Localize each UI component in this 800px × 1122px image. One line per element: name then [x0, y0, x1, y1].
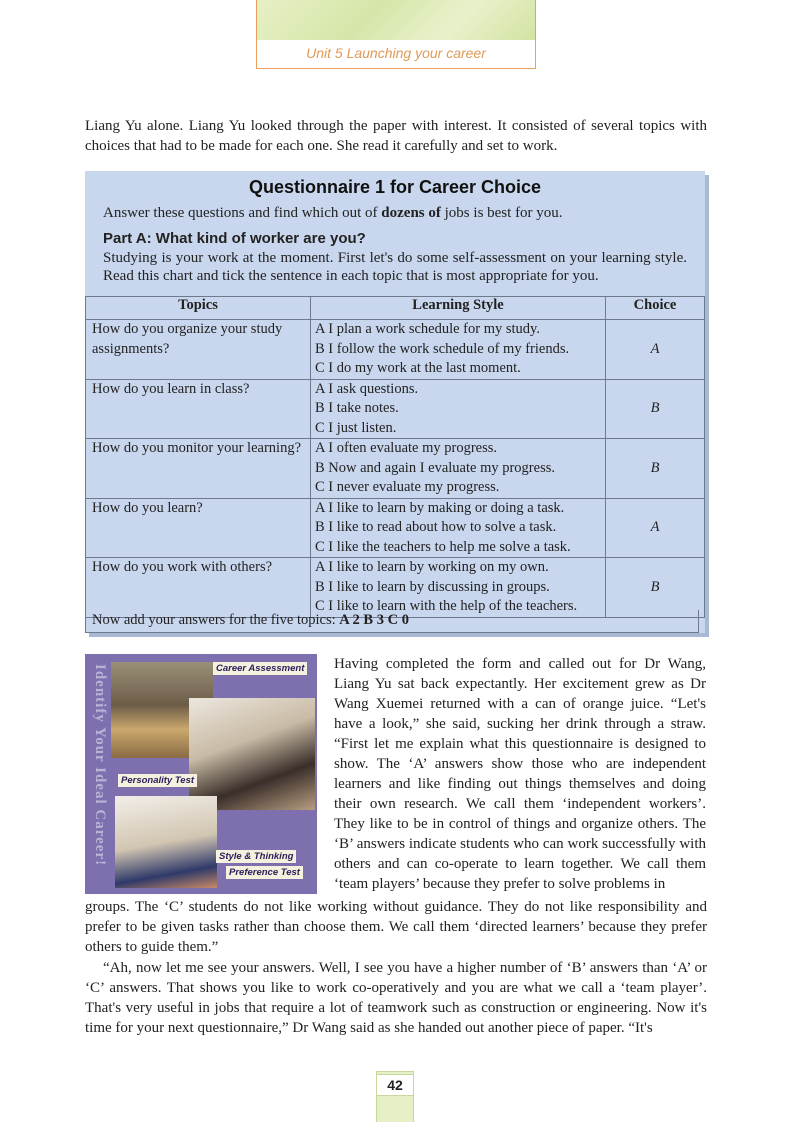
label-personality-test: Personality Test: [118, 774, 197, 787]
topic-cell: How do you learn in class?: [86, 379, 311, 439]
side-paragraph: Having completed the form and called out for Dr Wang, Liang Yu sat back expectantly. Her excitement grew as Dr Wang Xuemei returned with a can of orange juice. “Let's have a look,” she said, sucking her drink through a straw. “First let me explain what this questionnaire is designed to show. The ‘A’ answers show those who are independent learners and like finding out things themselves and doing their own research. We call them ‘independent workers’. They like to be in control of things and organize others. The ‘B’ answers indicate students who can work successfully with others and can co-operate to learn together. We call them ‘team players’ because they prefer to solve problems in: [334, 656, 706, 892]
unit-title: Unit 5 Launching your career: [306, 45, 486, 61]
questionnaire-instructions: Studying is your work at the moment. First let's do some self-assessment on your learning style. Read this chart and tick the sentence in each topic that is most appropriate for you.: [103, 250, 687, 284]
option-c[interactable]: C I never evaluate my progress.: [315, 479, 500, 495]
paragraph-continued: groups. The ‘C’ students do not like working without guidance. They do not like responsibility and prefer to be given tasks rather than choose them. We call them ‘directed learners’ because they prefer others to guide them.”: [85, 899, 707, 955]
options-cell: [311, 439, 606, 499]
vertical-slogan: Identify Your Ideal Career!: [92, 664, 108, 867]
interview-photo: [189, 698, 315, 810]
summary-c: C 0: [387, 612, 409, 628]
option-c[interactable]: C I do my work at the last moment.: [315, 360, 521, 376]
options-cell: [311, 498, 606, 558]
topic-cell: How do you learn?: [86, 498, 311, 558]
choice-cell[interactable]: B: [606, 439, 705, 499]
option-a[interactable]: A I plan a work schedule for my study.: [315, 321, 540, 337]
options-cell: [311, 320, 606, 380]
options-cell: [311, 558, 606, 618]
column-header-choice: Choice: [606, 297, 705, 320]
option-b[interactable]: B I like to learn by discussing in groups.: [315, 578, 550, 595]
option-b[interactable]: B Now and again I evaluate my progress.: [315, 459, 555, 476]
table-row: [86, 439, 705, 499]
option-a[interactable]: A I often evaluate my progress.: [315, 440, 498, 456]
summary-label: Now add your answers for the five topics:: [92, 612, 336, 628]
questionnaire-title: Questionnaire 1 for Career Choice: [248, 177, 542, 197]
table-row: [86, 379, 705, 439]
answer-summary: [85, 610, 699, 633]
table-row: [86, 320, 705, 380]
option-a[interactable]: A I like to learn by working on my own.: [315, 559, 549, 575]
options-cell: [311, 379, 606, 439]
topic-cell: How do you monitor your learning?: [86, 439, 311, 499]
topic-cell: How do you organize your study assignments?: [86, 320, 311, 380]
choice-cell[interactable]: A: [606, 320, 705, 380]
option-b[interactable]: B I follow the work schedule of my friends.: [315, 340, 570, 357]
unit-header: [256, 0, 536, 69]
option-c[interactable]: C I like the teachers to help me solve a task.: [315, 538, 571, 555]
student-photo: [115, 796, 217, 888]
option-b[interactable]: B I like to read about how to solve a task.: [315, 519, 557, 535]
table-row: [86, 498, 705, 558]
page-number-tab: [376, 1071, 414, 1122]
option-c[interactable]: C I like to learn with the help of the teachers.: [315, 598, 578, 614]
option-a[interactable]: A I ask questions.: [315, 380, 419, 397]
column-header-topics: Topics: [86, 297, 311, 320]
choice-cell[interactable]: A: [606, 498, 705, 558]
learning-style-table: [85, 296, 705, 618]
option-b[interactable]: B I take notes.: [315, 400, 399, 416]
intro-paragraph: Liang Yu alone. Liang Yu looked through the paper with interest. It consisted of several topics with choices that had to be made for each one. She read it carefully and set to work.: [85, 118, 707, 154]
label-preference-test: Preference Test: [226, 866, 303, 879]
summary-a: A 2: [339, 612, 360, 628]
column-header-learning-style: Learning Style: [311, 297, 606, 320]
choice-cell[interactable]: B: [606, 379, 705, 439]
paragraph-2: “Ah, now let me see your answers. Well, I see you have a higher number of ‘B’ answers than ‘A’ or ‘C’ answers. That shows you like to work co-operatively and you are what we call a ‘team player’. That's very useful in jobs that require a lot of teamwork such as construction or engineering. Now it's time for your next questionnaire,” Dr Wang said as she handed out another piece of paper. “It's: [85, 960, 707, 1036]
choice-cell[interactable]: B: [606, 558, 705, 618]
header-banner: [257, 0, 535, 40]
questionnaire-intro: Answer these questions and find which out of dozens of jobs is best for you.: [103, 205, 563, 221]
topic-cell: How do you work with others?: [86, 558, 311, 618]
label-career-assessment: Career Assessment: [213, 662, 307, 675]
option-c[interactable]: C I just listen.: [315, 419, 397, 436]
career-collage-image: [85, 654, 317, 894]
table-row: [86, 558, 705, 618]
page-number: 42: [377, 1074, 413, 1096]
label-style-thinking: Style & Thinking: [216, 850, 296, 863]
summary-b: B 3: [363, 612, 384, 628]
table-header-row: [86, 297, 705, 320]
part-heading: Part A: What kind of worker are you?: [103, 230, 366, 247]
option-a[interactable]: A I like to learn by making or doing a task.: [315, 499, 565, 516]
questionnaire-box: [85, 171, 705, 633]
